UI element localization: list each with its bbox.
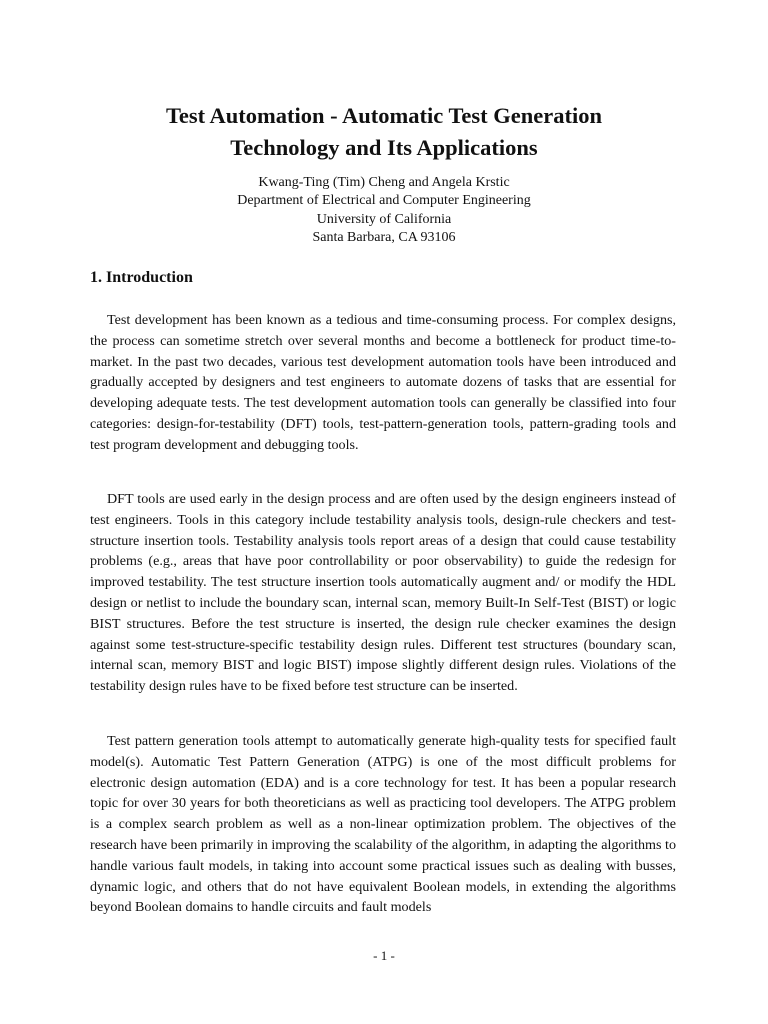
paper-title-line-2: Technology and Its Applications — [230, 135, 538, 161]
body-paragraph-3: Test pattern generation tools attempt to automatically generate high-quality tests for specified fault model(s). Automatic Test Pattern Generation (ATPG) is one of the most difficult problems for electronic design automation (EDA) and is a core technology for test. It has been a popular research topic for over 30 years for both theoreticians as well as practicing tool developers. The ATPG problem is a complex search problem as well as a non-linear optimization problem. The objectives of the research have been primarily in improving the scalability of the algorithm, in adapting the algorithms to handle various fault models, in taking into account some practical issues such as dealing with busses, dynamic logic, and others that do not have equivalent Boolean models, in extending the algorithms beyond Boolean domains to handle circuits and fault models — [90, 733, 676, 916]
author-block — [60, 174, 708, 247]
paper-title-line-1: Test Automation - Automatic Test Generation — [165, 103, 603, 129]
body-paragraph-2: DFT tools are used early in the design process and are often used by the design engineers instead of test engineers. Tools in this category include testability analysis tools, design-rule checkers and test-structure insertion tools. Testability analysis tools report areas of a design that could cause testability problems (e.g., areas that have poor controllability or poor observability) to guide the redesign for improved testability. The test structure insertion tools automatically augment and/ or modify the HDL design or netlist to include the boundary scan, internal scan, memory Built-In Self-Test (BIST) or logic BIST structures. Before the test structure is inserted, the design rule checker examines the design against some test-structure-specific testability design rules. Different test structures (boundary scan, internal scan, memory BIST and logic BIST) impose slightly different design rules. Violations of the testability design rules have to be fixed before test structure can be inserted. — [90, 491, 676, 695]
author-names: Kwang-Ting (Tim) Cheng and Angela Krstic — [258, 175, 510, 190]
author-university: University of California — [316, 211, 452, 227]
body-paragraph-1: Test development has been known as a tedious and time-consuming process. For complex designs, the process can sometime stretch over several months and become a bottleneck for product time-to-market. In the past two decades, various test development automation tools have been introduced and gradually accepted by designers and test engineers to automate dozens of tasks that are essential for developing adequate tests. The test development automation tools can generally be classified into four categories: design-for-testability (DFT) tools, test-pattern-generation tools, pattern-grading tools and test program development and debugging tools. — [90, 312, 676, 453]
page-number: - 1 - — [373, 948, 395, 963]
section-heading-introduction: 1. Introduction — [90, 269, 193, 286]
paper-title — [60, 100, 708, 164]
author-location: Santa Barbara, CA 93106 — [312, 229, 456, 245]
author-department: Department of Electrical and Computer Engineering — [237, 193, 531, 209]
